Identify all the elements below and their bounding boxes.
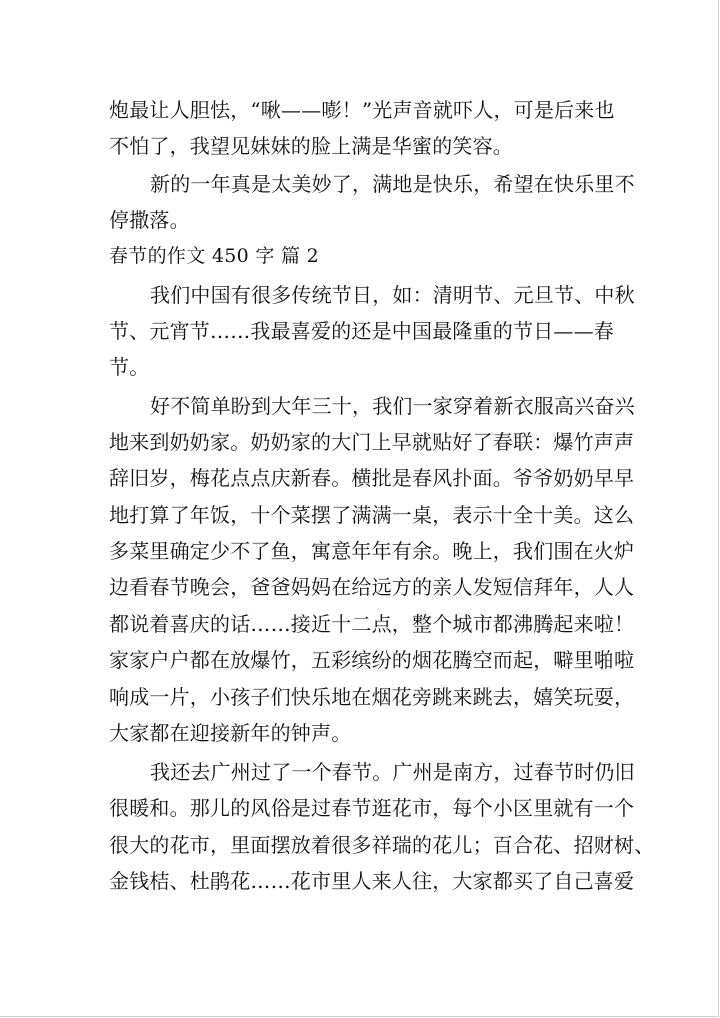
paragraph-4-line-1: 好不简单盼到大年三十，我们一家穿着新衣服高兴奋兴	[150, 394, 635, 418]
paragraph-4-line-9: 响成一片，小孩子们快乐地在烟花旁跳来跳去，嬉笑玩耍，	[109, 685, 635, 709]
paragraph-4-line-10: 大家都在迎接新年的钟声。	[109, 721, 352, 745]
paragraph-2-line-2: 停撒落。	[109, 208, 190, 232]
paragraph-4-line-6: 边看春节晚会，爸爸妈妈在给远方的亲人发短信拜年，人人	[109, 575, 635, 599]
paragraph-2-line-1: 新的一年真是太美妙了，满地是快乐，希望在快乐里不	[150, 172, 635, 196]
paragraph-4-line-7: 都说着喜庆的话……接近十二点，整个城市都沸腾起来啦！	[109, 612, 635, 636]
paragraph-5-line-4: 金钱桔、杜鹃花……花市里人来人往，大家都买了自己喜爱	[109, 869, 635, 893]
paragraph-3-line-2: 节、元宵节……我最喜爱的还是中国最隆重的节日——春	[109, 319, 614, 343]
paragraph-1-line-2: 不怕了，我望见妹妹的脸上满是华蜜的笑容。	[109, 134, 513, 158]
section-heading: 春节的作文 450 字 篇 2	[109, 245, 320, 267]
paragraph-3-line-1: 我们中国有很多传统节日，如：清明节、元旦节、中秋	[150, 283, 635, 307]
paragraph-5-line-3: 很大的花市，里面摆放着很多祥瑞的花儿；百合花、招财树、	[109, 833, 655, 857]
paragraph-4-line-2: 地来到奶奶家。奶奶家的大门上早就贴好了春联：爆竹声声	[109, 430, 635, 454]
paragraph-5-line-2: 很暖和。那儿的风俗是过春节逛花市，每个小区里就有一个	[109, 796, 635, 820]
paragraph-1-line-1: 炮最让人胆怯，“啾——嘭！”光声音就吓人，可是后来也	[109, 98, 615, 122]
paragraph-4-line-8: 家家户户都在放爆竹，五彩缤纷的烟花腾空而起，噼里啪啦	[109, 648, 635, 672]
paragraph-3-line-3: 节。	[109, 355, 150, 379]
paragraph-5-line-1: 我还去广州过了一个春节。广州是南方，过春节时仍旧	[150, 760, 635, 784]
paragraph-4-line-5: 多菜里确定少不了鱼，寓意年年有余。晚上，我们围在火炉	[109, 539, 635, 563]
paragraph-4-line-3: 辞旧岁，梅花点点庆新春。横批是春风扑面。爷爷奶奶早早	[109, 466, 635, 490]
paragraph-4-line-4: 地打算了年饭，十个菜摆了满满一桌，表示十全十美。这么	[109, 503, 635, 527]
